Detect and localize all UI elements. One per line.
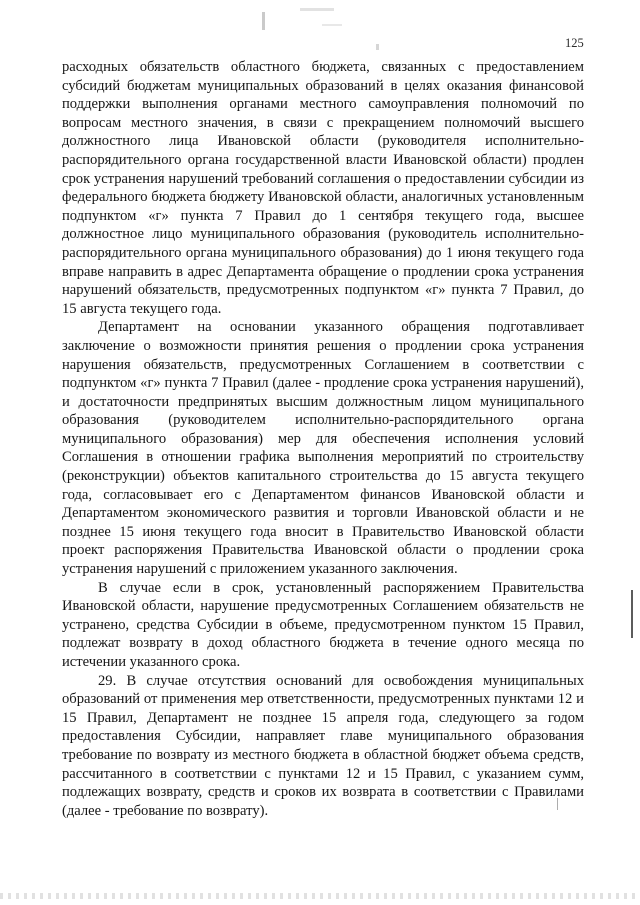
paragraph-item-29: 29. В случае отсутствия оснований для освобождения муниципальных образований от применения мер ответственности, предусмотренных пунктами 12 и 15 Правил, Департамент не позднее 15 апреля года, следующего за годом предоставления Субсидии, направляет главе муниципального образования требование по возврату из местного бюджета в областной бюджет объема средств, рассчитанного в соответствии с пунктами 12 и 15 Правил, с указанием сумм, подлежащих возврату, средств и сроков их возврата в соответствии с Правилами (далее - требование по возврату). bbox=[62, 672, 584, 819]
scan-artifact bbox=[376, 44, 379, 50]
scan-artifact bbox=[300, 8, 334, 11]
scan-artifact bbox=[0, 893, 640, 899]
page-number: 125 bbox=[565, 36, 584, 50]
document-body bbox=[62, 58, 584, 820]
paragraph-continuation: расходных обязательств областного бюджета, связанных с предоставлением субсидий бюджетам муниципальных образований в целях оказания финансовой поддержки выполнения органами местного самоуправления полномочий по вопросам местного значения, в связи с прекращением полномочий высшего должностного лица Ивановской области (руководителя исполнительно-распорядительного органа государственной власти Ивановской области) продлен срок устранения нарушений требований соглашения о предоставлении субсидии из федерального бюджета бюджету Ивановской области, аналогичных установленным подпунктом «г» пункта 7 Правил до 1 сентября текущего года, высшее должностное лицо муниципального образования (руководитель исполнительно-распорядительного органа муниципального образования) до 1 июня текущего года вправе направить в адрес Департамента обращение о продлении срока устранения нарушений обязательств, предусмотренных подпунктом «г» пункта 7 Правил, до 15 августа текущего года. bbox=[62, 59, 584, 317]
paragraph-department-conclusion: Департамент на основании указанного обращения подготавливает заключение о возможности принятия решения о продлении срока устранения нарушения обязательств, предусмотренных Соглашением в соответствии с подпунктом «г» пункта 7 Правил (далее - продление срока устранения нарушений), и достаточности предпринятых высшим должностным лицом муниципального образования (руководителем исполнительно-распорядительного органа муниципального образования) мер для обеспечения исполнения условий Соглашения в отношении графика выполнения мероприятий по строительству (реконструкции) объектов капитального строительства до 15 августа текущего года, согласовывает его с Департаментом финансов Ивановской области и Департаментом экономического развития и торговли Ивановской области и не позднее 15 июня текущего года вносит в Правительство Ивановской области проект распоряжения Правительства Ивановской области о продлении срока устранения нарушений с приложением указанного заключения. bbox=[62, 319, 584, 578]
scan-artifact bbox=[631, 590, 633, 638]
scan-artifact bbox=[322, 24, 342, 26]
scan-artifact bbox=[262, 12, 265, 30]
paragraph-subsidy-return: В случае если в срок, установленный распоряжением Правительства Ивановской области, нарушение предусмотренных Соглашением обязательств не устранено, средства Субсидии в объеме, предусмотренном пунктом 15 Правил, подлежат возврату в доход областного бюджета в течение одного месяца по истечении указанного срока. bbox=[62, 579, 584, 670]
